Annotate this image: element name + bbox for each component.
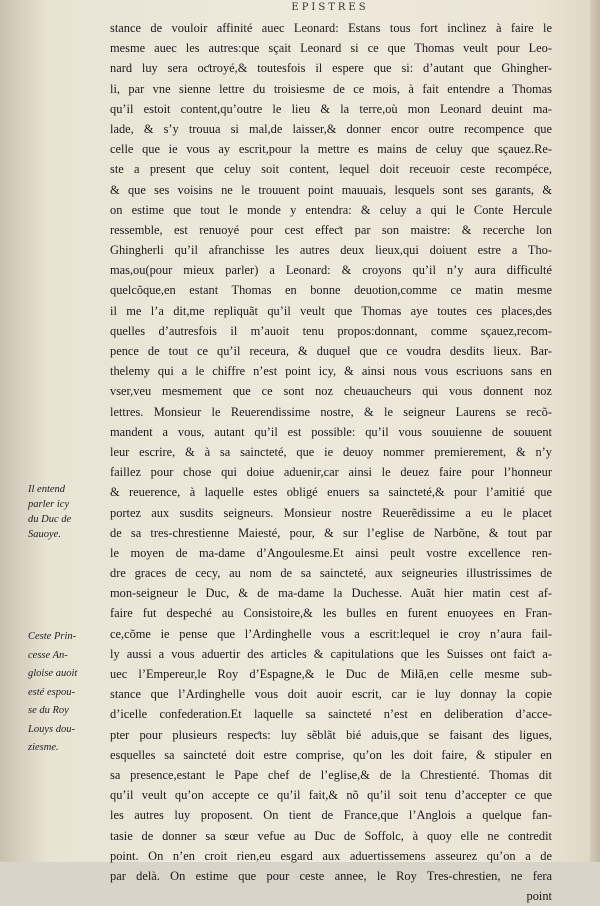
text-line: par delà. On estime que pour ceste annee, le Roy Tres-chrestien, ne fera xyxy=(110,868,552,883)
running-head: EPISTRES xyxy=(291,2,369,13)
margin-note-line: ziesme. xyxy=(28,742,59,753)
text-line: mandent a vous, autant qu’il est possible: qu’il vous souuienne de souuent xyxy=(110,424,552,439)
text-line: esquelles sa saincteté doit estre comprise, qu’on les doit faire, & stipuler en xyxy=(110,747,552,762)
text-line: d’icelle confederation.Et laquelle sa saincteté n’est en deliberation d’acce- xyxy=(110,707,552,722)
text-line: celle que ie vous ay escrit,pour la mettre es mains de celuy que sçauez.Re- xyxy=(110,142,552,157)
margin-note-line: du Duc de xyxy=(28,514,72,525)
text-line: qu’il veult qu’on accepte ce qu’il fait,& nõ qu’il soit tenu d’accepter ce que xyxy=(110,788,552,803)
text-line: lettres. Monsieur le Reuerendissime nostre, & le seigneur Laurens se recõ- xyxy=(110,404,552,419)
margin-note-line: Louys dou- xyxy=(28,723,75,735)
text-line: thelemy qui a le chiffre n’est point icy, & ainsi nous vous escriuons sans en xyxy=(110,364,552,379)
text-line: ly aussi a vous aduertir des articles & capitulations que les Suisses ont faiƈt a- xyxy=(110,646,552,661)
margin-note-princess xyxy=(28,628,106,758)
text-line: & que ses voisins ne le trouuent point mauuais, lesquels sont ses garants, & xyxy=(110,182,552,197)
text-line: ce,cõme ie pense que l’Ardinghelle vous a escrit:lequel ie croy n’aura fail- xyxy=(110,626,552,641)
text-line: vser,veu mesmement que ce sont noz cheuaucheurs qui vous donnent noz xyxy=(110,384,552,399)
margin-note-line: parler icy xyxy=(28,499,70,510)
margin-note-line: cesse An- xyxy=(28,649,68,661)
margin-note-line: Sauoye. xyxy=(28,529,61,540)
text-line: stance que l’Ardinghelle vous doit auoir escrit, car ie luy donnay la copie xyxy=(110,687,552,702)
text-line: point. On n’en croit rien,eu esgard aux aduertissemens asseurez qu’on a de xyxy=(110,848,552,863)
text-line: Ghingherli qu’il afranchisse les autres deux lieux,qui doiuent estre a Tho- xyxy=(110,243,552,258)
text-line: li, par vne sienne lettre du troisiesme de ce mois, à fait entendre a Thomas xyxy=(110,81,552,96)
text-line: mesme auec les autres:que sçait Leonard si ce que Thomas veult pour Leo- xyxy=(110,41,552,56)
text-line: on estime que tout le monde y entendra: & celuy a qui le Conte Hercule xyxy=(110,202,552,217)
text-line: pter pour plusieurs respeƈts: luy sẽblãt bié aduis,que se faisant des ligues, xyxy=(110,727,552,742)
text-line: faire fut despeché au Consistoire,& les bulles en furent enuoyees en Fran- xyxy=(110,606,552,621)
text-line: quelcõque,en estant Thomas en bonne deuotion,comme ce matin mesme xyxy=(110,283,552,298)
text-line: dre graces de cecy, au nom de sa saincteté, aux seigneuries illustrissimes de xyxy=(110,566,552,581)
text-line: ressemble, est renuoyé pour cest effeƈt par son maistre: & recerche lon xyxy=(110,222,552,237)
body-text xyxy=(110,18,552,906)
text-line: il me l’a dit,me repliquãt qu’il veult que Thomas aye toutes ces places,des xyxy=(110,303,552,318)
margin-note-line: gloise auoit xyxy=(28,668,78,679)
text-line: point xyxy=(526,889,552,904)
text-line: quelles d’autresfois il m’auoit tenu propos:donnant, comme sçauez,recom- xyxy=(110,323,552,338)
text-line: de sa tres-chrestienne Maiesté, pour, & sur l’eglise de Narbõne, & tout par xyxy=(110,525,552,540)
text-line: les autres luy proposent. On tient de France,que l’Anglois a quelque fan- xyxy=(110,808,552,823)
text-line: ste a present que celuy soit content, lequel doit receuoir ceste recompéce, xyxy=(110,162,552,177)
text-line: sa presence,estant le Pape chef de l’eglise,& de la Chrestienté. Thomas dit xyxy=(110,767,552,782)
text-line: & reuerence, à laquelle estes obligé enuers sa saincteté,& pour l’amitié que xyxy=(110,485,552,500)
text-line: faillez pour chose qui doiue aduenir,car ainsi le deuez faire pour l’honneur xyxy=(110,465,552,480)
text-line: stance de vouloir affinité auec Leonard: Estans tous fort inclinez à faire le xyxy=(110,21,552,35)
text-line: mas,ou(pour mieux parler) a Leonard: & croyons qu’il n’y aura difficulté xyxy=(110,263,552,278)
margin-note-line: esté espou- xyxy=(28,686,75,698)
margin-note-line: Ceste Prin- xyxy=(28,631,77,642)
text-line: qu’il estoit content,qu’outre le lieu & la terre,où mon Leonard deuint ma- xyxy=(110,101,552,116)
text-line: mon-seigneur le Duc, & de ma-dame la Duchesse. Auãt hier matin cest af- xyxy=(110,586,552,601)
text-line: le moyen de ma-dame d’Angoulesme.Et ainsi peult vostre excellence ren- xyxy=(110,545,552,560)
text-line: portez aux susdits seigneurs. Monsieur nostre Reuerẽdissime a eu le placet xyxy=(110,505,552,520)
text-line: pence de tout ce qu’il receura, & duquel que ce voudra desdits lieux. Bar- xyxy=(110,344,552,358)
text-line: nard luy sera oƈtroyé,& toutesfois il espere que si: d’autant que Ghingher- xyxy=(110,61,552,76)
text-line: tasie de donner sa sœur vefue au Duc de Soffolc, à quoy elle ne contredit xyxy=(110,828,552,843)
page-edge-shadow xyxy=(590,0,600,862)
text-line: uec l’Empereur,le Roy d’Espagne,& le Duc de Miłã,en celle mesme sub- xyxy=(110,667,552,681)
margin-note-line: Il entend xyxy=(28,484,66,495)
margin-note-line: se du Roy xyxy=(28,705,69,716)
text-line: lade, & s’y trouua si mal,de laisser,& donner encor outre recompence que xyxy=(110,121,552,136)
margin-note-savoy xyxy=(28,482,106,542)
text-line: leur escrire, & à sa saincteté, que ie deuoy nommer premierement, & n’y xyxy=(110,444,552,459)
